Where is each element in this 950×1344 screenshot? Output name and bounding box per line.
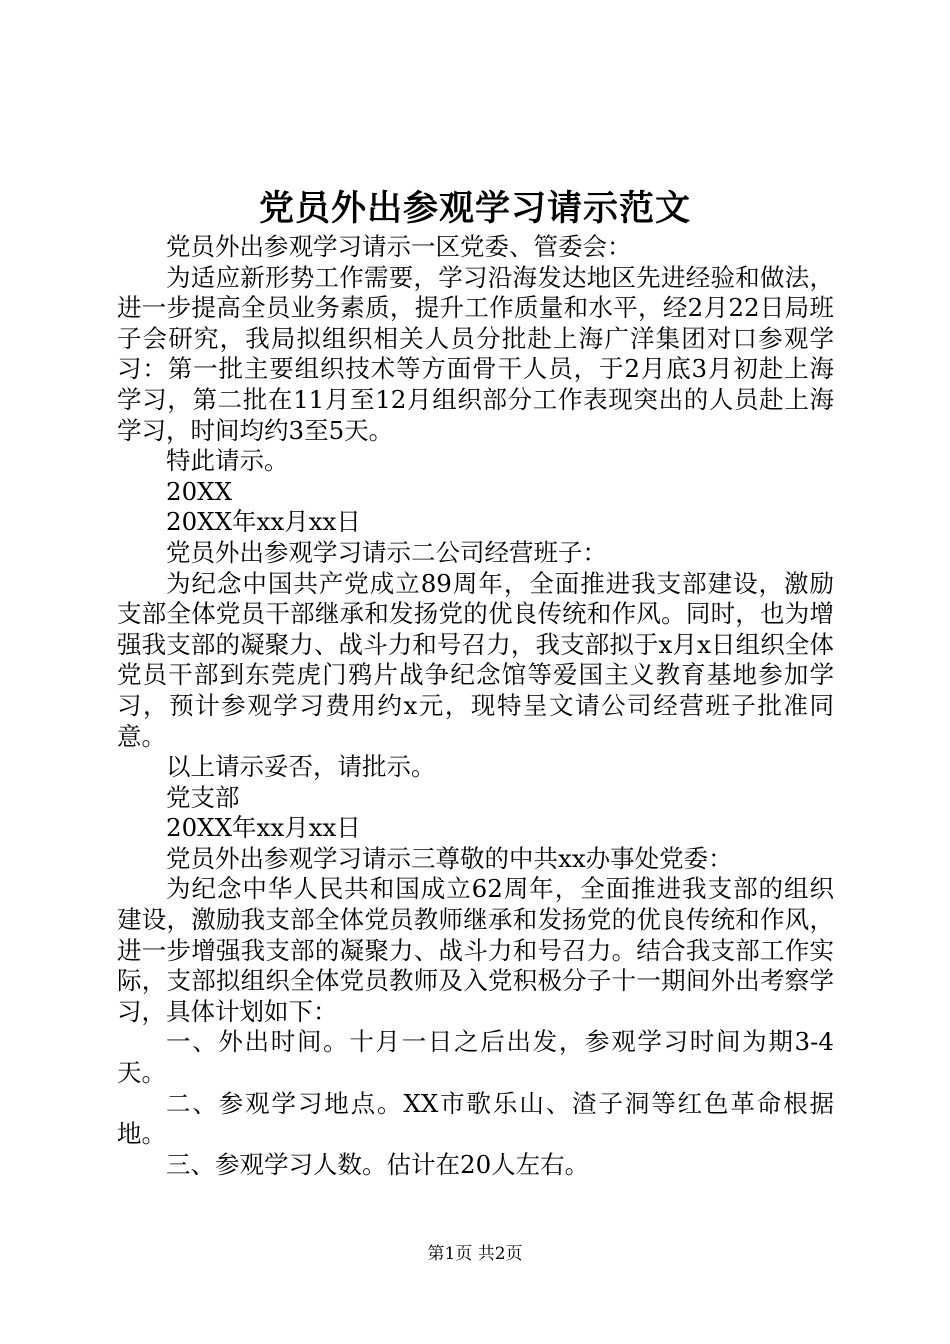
paragraph: 党员外出参观学习请示一区党委、管委会： [166,232,632,261]
paragraph: 党支部 [166,782,240,812]
paragraph: 以上请示妥否，请批示。 [166,752,436,782]
paragraph: 为纪念中华人民共和国成立62周年，全面推进我支部的组织建设，激励我支部全体党员教师继承和发扬党的优良传统和作风，进一步增强我支部的凝聚力、战斗力和号召力。结合我支部工作实际，支部拟组织全体党员教师及入党积极分子十一期间外出考察学习，具体计划如下： [117,874,834,1026]
paragraph: 20XX年xx月xx日 [166,813,361,843]
paragraph: 特此请示。 [166,446,289,476]
paragraph: 为适应新形势工作需要，学习沿海发达地区先进经验和做法，进一步提高全员业务素质，提升工作质量和水平，经2月22日局班子会研究，我局拟组织相关人员分批赴上海广洋集团对口参观学习：第一批主要组织技术等方面骨干人员，于2月底3月初赴上海学习，第二批在11月至12月组织部分工作表现突出的人员赴上海学习，时间均约3至5天。 [117,262,834,445]
document-body [117,232,834,1180]
paragraph: 一、外出时间。十月一日之后出发，参观学习时间为期3-4天。 [117,1027,834,1088]
paragraph: 党员外出参观学习请示二公司经营班子： [166,537,607,567]
paragraph: 为纪念中国共产党成立89周年，全面推进我支部建设，激励支部全体党员干部继承和发扬党的优良传统和作风。同时，也为增强我支部的凝聚力、战斗力和号召力，我支部拟于x月x日组织全体党员干部到东莞虎门鸦片战争纪念馆等爱国主义教育基地参加学习，预计参观学习费用约x元，现特呈文请公司经营班子批准同意。 [117,568,834,751]
paragraph: 20XX年xx月xx日 [166,507,361,537]
document-title: 党员外出参观学习请示范文 [258,188,691,229]
paragraph: 20XX [166,476,233,506]
paragraph: 党员外出参观学习请示三尊敬的中共xx办事处党委： [166,843,733,873]
page-number-footer: 第1页 共2页 [427,1244,523,1264]
paragraph: 二、参观学习地点。XX市歌乐山、渣子洞等红色革命根据地。 [117,1088,834,1149]
paragraph: 三、参观学习人数。估计在20人左右。 [166,1149,590,1179]
